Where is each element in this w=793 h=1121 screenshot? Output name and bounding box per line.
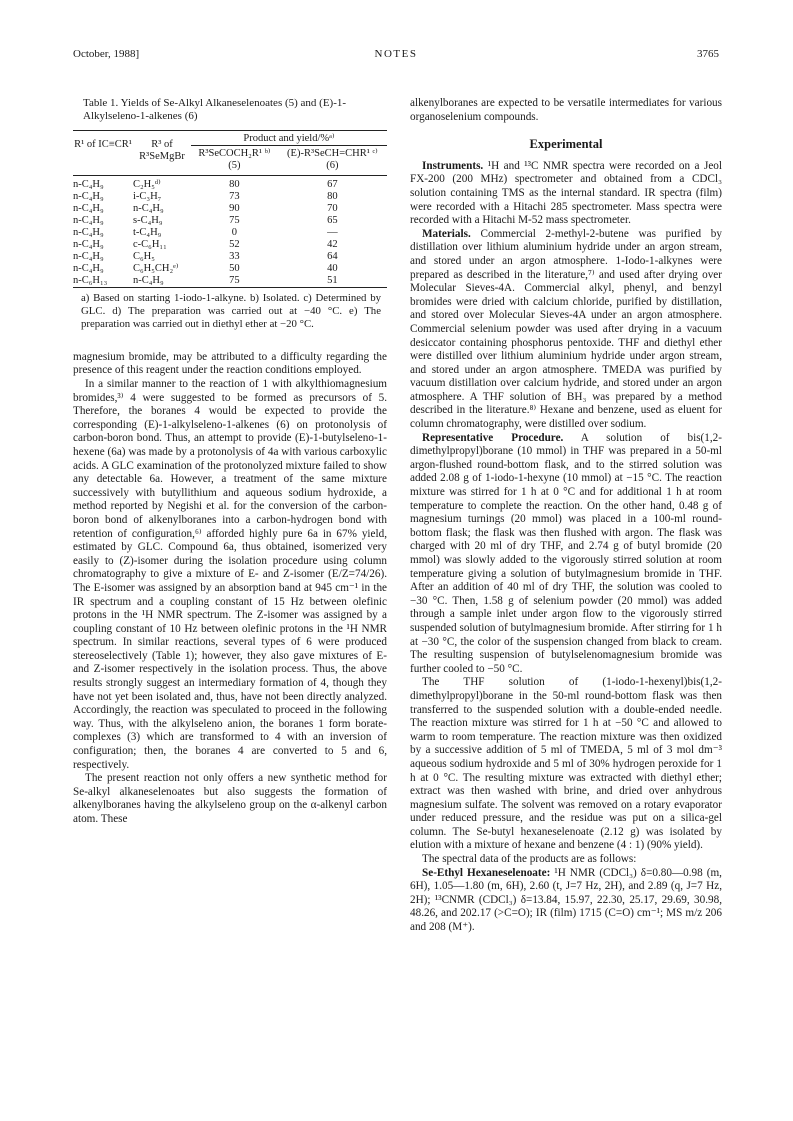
experimental-heading: Experimental — [529, 137, 603, 152]
cell-yield-6: 80 — [327, 190, 338, 202]
paragraph-instruments — [410, 160, 722, 228]
cell-yield-6: 51 — [327, 274, 338, 286]
cell-yield-5: 0 — [231, 226, 238, 238]
header-section: NOTES — [374, 48, 418, 60]
paragraph-procedure-2: The THF solution of (1-iodo-1-hexenyl)bis(1,2-dimethylpropyl)borane in the 50-ml round-bottom flask was then transferred to the suspended solution with a double-ended needle. The reaction mixture was stirred for 1 h at −50 °C and allowed to warm to room temperature. The reaction mixture was then oxidized by a successive addition of 5 ml of TMEDA, 5 ml of 3 mol dm⁻³ aqueous sodium hydroxide and 5 ml of 30% hydrogen peroxide for 1 h at 0 °C. The resulting mixture was extracted with diethyl ether; extract was then washed with brine, and dried over anhydrous magnesium sulfate. The solvent was removed on a rotary evaporator under reduced pressure, and the residue was put on a silica-gel column. The Se-butyl hexaneselenoate (2.12 g) was isolated by elution with a mixture of hexane and benzene (4 : 1) (90% yield). — [410, 676, 722, 852]
header-col6-number: (6) — [326, 159, 339, 171]
paragraph-discussion: In a similar manner to the reaction of 1 with alkylthiomagnesium bromides,³⁾ 4 were suggested to be formed as precursors of 5. Therefore, the boranes 4 would be expected to provide the corresponding (E)-1-alkylseleno-1-alkenes (6) on protonolysis of carbon-boron bond. Thus, an attempt to provide (E)-1-butylseleno-1-hexene (6a) was made by a protonolysis of 4a with various carboxylic acids. A GLC examination of the protonolyzed mixture failed to show any detectable 6a. However, a treatment of the same mixture successively with butyllithium and aqueous sodium hydroxide, a method reported by Negishi et al. for the conversion of the carbon-boron bond of alkenylboranes into a carbon-hydrogen bond with retention of configuration,⁶⁾ afforded highly pure 6a in 67% yield, estimated by GLC. Compound 6a, thus obtained, isomerized very easily to (Z)-isomer during the isolation procedure using column chromatography to give a mixture of E- and Z-isomer (E/Z=74/26). The E-isomer was assigned by an absorption band at 945 cm⁻¹ in the IR spectrum and a coupling constant of 15 Hz between olefinic protons in the ¹H NMR spectrum. The Z-isomer was assigned by a coupling constant of 10 Hz between olefinic protons in the ¹H NMR spectrum. In similar reactions, several types of 6 were produced stereoselectively (Table 1); however, they also gave mixtures of E- and Z-isomer respectively in the isolation process. Thus, the above results strongly suggest an intermediary formation of 4, though they have not yet been isolated and, thus, have not been directly analyzed. Accordingly, the reaction was speculated to proceed in the following way. Thus, with the alkylseleno anion, the boranes 1 form borate-complexes (3) which are transformed to 4 with an inversion of configuration; then, the boranes 4 are converted to 5 and 6, respectively. — [73, 378, 387, 771]
table-row — [73, 179, 387, 191]
cell-r1: n-C₄H₉ — [73, 190, 104, 202]
cell-yield-5: 75 — [229, 214, 240, 226]
cell-r1: n-C₆H₁₃ — [73, 274, 108, 286]
header-col5: R³SeCOCH₂R¹ ᵇ⁾ — [198, 147, 271, 159]
cell-r1: n-C₄H₉ — [73, 238, 104, 250]
cell-r1: n-C₄H₉ — [73, 214, 104, 226]
spectral-head: Se-Ethyl Hexaneselenoate: — [422, 866, 551, 879]
cell-yield-5: 80 — [229, 178, 240, 190]
cell-yield-5: 75 — [229, 274, 240, 286]
table-body — [73, 179, 387, 288]
header-r1: R¹ of IC≡CR¹ — [74, 138, 132, 150]
page-number: 3765 — [697, 48, 719, 60]
cell-yield-6: 65 — [327, 214, 338, 226]
cell-r3: C₂H₅ᵈ⁾ — [133, 178, 161, 190]
instruments-text: ¹H and ¹³C NMR spectra were recorded on a Jeol FX-200 (200 MHz) spectrometer and obtained from a CDCl₃ solution containing TMS as the internal standard. IR spectra (film) were recorded with a Hitachi 285 spectrometer. Mass spectra were recorded with a Hitachi M-52 mass spectrometer. — [410, 159, 722, 227]
header-date: October, 1988] — [73, 48, 140, 60]
cell-yield-5: 73 — [229, 190, 240, 202]
paragraph-continued: magnesium bromide, may be attributed to a difficulty regarding the presence of this reagent under the reaction conditions employed. — [73, 350, 387, 377]
table-row — [73, 275, 387, 288]
cell-r3: C₆H₅CH₂ᵉ⁾ — [133, 262, 179, 274]
table-row — [73, 239, 387, 251]
cell-yield-6: 40 — [327, 262, 338, 274]
page-header — [73, 48, 719, 64]
cell-yield-5: 33 — [229, 250, 240, 262]
table-row — [73, 191, 387, 203]
cell-r1: n-C₄H₉ — [73, 262, 104, 274]
paragraph-spectral-data — [410, 867, 722, 935]
cell-yield-5: 52 — [229, 238, 240, 250]
table-row — [73, 215, 387, 227]
cell-r1: n-C₄H₉ — [73, 202, 104, 214]
cell-r3: s-C₄H₉ — [133, 214, 163, 226]
cell-r1: n-C₄H₉ — [73, 178, 104, 190]
cell-yield-5: 50 — [229, 262, 240, 274]
cell-r3: c-C₆H₁₁ — [133, 238, 167, 250]
header-r3: R³ of R³SeMgBr — [139, 138, 185, 162]
cell-r1: n-C₄H₉ — [73, 250, 104, 262]
cell-yield-5: 90 — [229, 202, 240, 214]
cell-r3: t-C₄H₉ — [133, 226, 162, 238]
table-footnotes: a) Based on starting 1-iodo-1-alkyne. b) Isolated. c) Determined by GLC. d) The preparation was carried out at −40 °C. e) The preparation was carried out in diethyl ether at −20 °C. — [81, 291, 381, 330]
table-row — [73, 227, 387, 239]
procedure-text: A solution of bis(1,2-dimethylpropyl)borane (10 mmol) in THF was prepared in a 50-ml argon-flushed round-bottom flask, and to the stirred solution was added 2.08 g of 1-iodo-1-hexyne (10 mmol) at −15 °C. The reaction mixture was stirred for 1 h at 0 °C and for additional 1 h at room temperature to complete the reaction. On the other hand, 0.48 g of magnesium turnings (20 mmol) was placed in a 100-ml round-bottom flask; the flask was then flushed with argon. The flask was charged with 20 ml of dry THF, and 2.74 g of butyl bromide (20 mmol) was slowly added to the vigorously stirred solution at room temperature giving a solution of butylmagnesium bromide in THF. After an addition of 40 ml of dry THF, the solution was cooled to −30 °C. Then, 1.58 g of selenium powder (20 mmol) was added through a sample inlet under argon flow to the vigorously stirred suspended solution of butylmagnesium bromide. After stirring for 1 h at −30 °C, the color of the suspension changed from black to cream. The resulting suspension of butylselenomagnesium bromide was further cooled to −50 °C. — [410, 431, 722, 675]
cell-r3: i-C₃H₇ — [133, 190, 162, 202]
paragraph-intro: alkenylboranes are expected to be versatile intermediates for various organoselenium compounds. — [410, 97, 722, 123]
materials-text: Commercial 2-methyl-2-butene was purified by distillation over lithium aluminium hydride under an argon stream, and stored under an argon atmosphere. 1-Iodo-1-alkynes were prepared as described in the literature,⁷⁾ and used after drying over Molecular Sieves-4A. Commercial alkyl, phenyl, and benzyl bromides were dried with calcium chloride, purified by distillation, and stored over Molecular Sieves-4A under an argon atmosphere. Commercial selenium powder was used after drying in a vacuum desiccator containing phosphorus pentoxide. THF and diethyl ether were distilled over lithium aluminium hydride under argon stream, and stored under an argon atmosphere. TMEDA was purified by vacuum distillation over calcium hydride, and stored under an argon atmosphere. A THF solution of BH₃ was prepared by a method described in the literature.⁸⁾ Hexane and benzene, used as eluent for column chromatography, were distilled over sodium. — [410, 227, 722, 431]
cell-r3: n-C₄H₉ — [133, 274, 164, 286]
paragraph-materials — [410, 228, 722, 432]
procedure-head: Representative Procedure. — [422, 431, 564, 444]
yield-table — [73, 131, 387, 288]
right-column — [410, 97, 722, 935]
header-col5-number: (5) — [228, 159, 241, 171]
paragraph-procedure — [410, 432, 722, 677]
left-column — [73, 97, 387, 827]
cell-yield-6: 70 — [327, 202, 338, 214]
paragraph-spectral-intro: The spectral data of the products are as follows: — [422, 853, 637, 866]
cell-r3: C₆H₅ — [133, 250, 155, 262]
instruments-head: Instruments. — [422, 159, 484, 172]
cell-yield-6: 42 — [327, 238, 338, 250]
table-caption: Table 1. Yields of Se-Alkyl Alkaneselenoates (5) and (E)-1-Alkylseleno-1-alkenes (6) — [83, 97, 347, 123]
header-product-group: Product and yield/%ᵃ⁾ — [191, 131, 387, 146]
cell-yield-6: 64 — [327, 250, 338, 262]
table-row — [73, 263, 387, 275]
paragraph-conclusion: The present reaction not only offers a new synthetic method for Se-alkyl alkaneselenoates but also suggests the formation of alkenylboranes having the alkylseleno group on the α-alkenyl carbon atom. These — [73, 772, 387, 825]
materials-head: Materials. — [422, 227, 471, 240]
spectral-text: ¹H NMR (CDCl₃) δ=0.80—0.98 (m, 6H), 1.05—1.80 (m, 6H), 2.60 (t, J=7 Hz, 2H), and 2.89 (q, J=7 Hz, 2H); ¹³CNMR (CDCl₃) δ=13.84, 15.97, 22.30, 25.17, 29.69, 30.98, 48.26, and 202.17 (>C=O); IR (film) 1715 (C=O) cm⁻¹; MS m/z 206 and 208 (M⁺). — [410, 866, 722, 934]
cell-yield-6: 67 — [327, 178, 338, 190]
cell-r3: n-C₄H₉ — [133, 202, 164, 214]
table-row — [73, 203, 387, 215]
header-col6: (E)-R³SeCH=CHR¹ ᶜ⁾ — [287, 147, 378, 159]
cell-r1: n-C₄H₉ — [73, 226, 104, 238]
cell-yield-6: — — [327, 226, 338, 238]
table-row — [73, 251, 387, 263]
